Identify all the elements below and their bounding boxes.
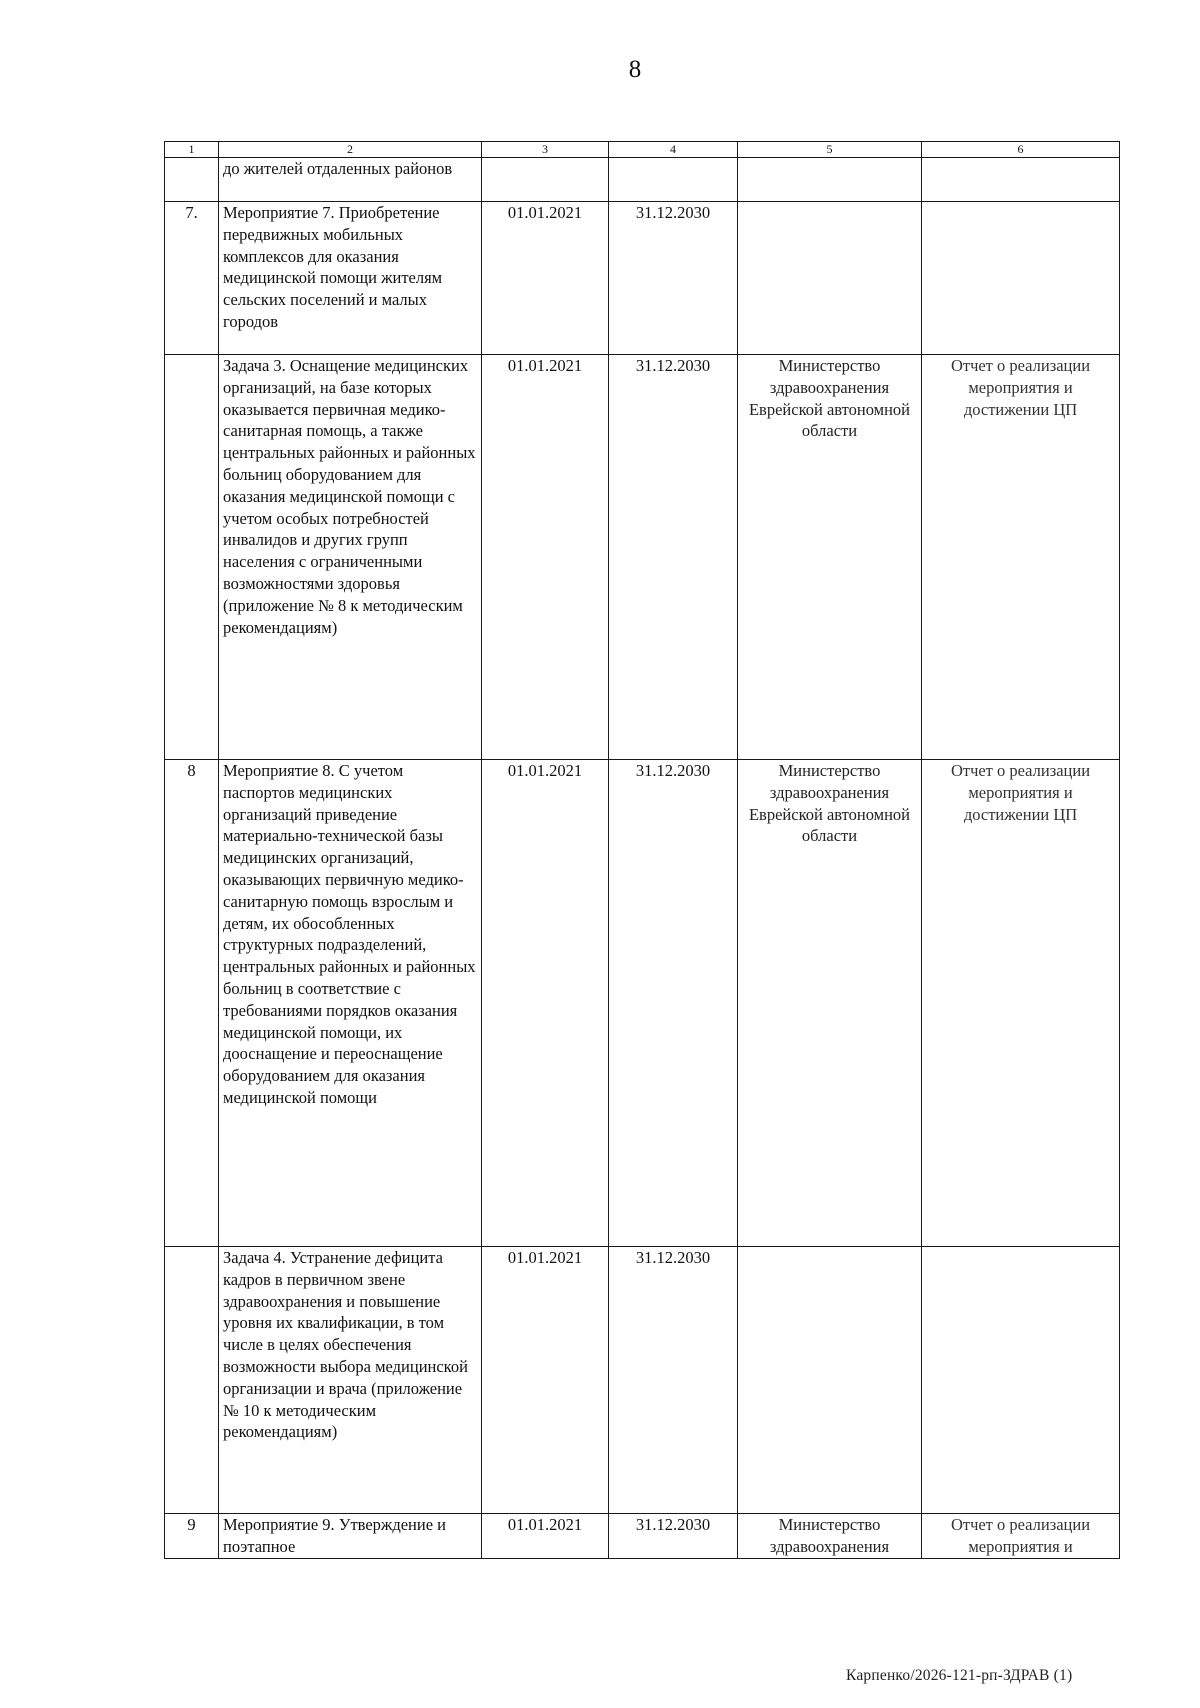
row-start-date: 01.01.2021: [482, 1247, 609, 1514]
row-number: 9: [165, 1514, 219, 1559]
table-row: [165, 202, 1120, 355]
plan-table: [164, 141, 1120, 1559]
row-number: [165, 158, 219, 202]
row-start-date: 01.01.2021: [482, 1514, 609, 1559]
row-description: Задача 4. Устранение дефицита кадров в первичном звене здравоохранения и повышение уровня их квалификации, в том числе в целях обеспечения возможности выбора медицинской организации и врача (приложение № 10 к методическим рекомендациям): [219, 1247, 482, 1514]
row-description: до жителей отдаленных районов: [219, 158, 482, 202]
row-end-date: [609, 158, 738, 202]
row-start-date: [482, 158, 609, 202]
row-description: Задача 3. Оснащение медицинских организаций, на базе которых оказывается первичная медико-санитарная помощь, а также центральных районных и районных больниц оборудованием для оказания медицинской помощи с учетом особых потребностей инвалидов и других групп населения с ограниченными возможностями здоровья (приложение № 8 к методическим рекомендациям): [219, 355, 482, 760]
table-row: [165, 158, 1120, 202]
table-row: [165, 760, 1120, 1247]
row-executor: [738, 1247, 922, 1514]
header-col-2: 2: [219, 142, 482, 158]
row-result: [922, 158, 1120, 202]
row-start-date: 01.01.2021: [482, 760, 609, 1247]
row-description: Мероприятие 9. Утверждение и поэтапное: [219, 1514, 482, 1559]
row-number: 8: [165, 760, 219, 1247]
header-col-6: 6: [922, 142, 1120, 158]
row-start-date: 01.01.2021: [482, 355, 609, 760]
table-row: [165, 1514, 1120, 1559]
header-col-5: 5: [738, 142, 922, 158]
row-executor: [738, 202, 922, 355]
row-executor: [738, 158, 922, 202]
row-end-date: 31.12.2030: [609, 760, 738, 1247]
row-end-date: 31.12.2030: [609, 355, 738, 760]
row-executor: Министерство здравоохранения Еврейской автономной области: [738, 760, 922, 1247]
row-number: 7.: [165, 202, 219, 355]
row-result: Отчет о реализации мероприятия и достижении ЦП: [922, 760, 1120, 1247]
header-row: [165, 142, 1120, 158]
row-executor: Министерство здравоохранения Еврейской автономной области: [738, 355, 922, 760]
row-end-date: 31.12.2030: [609, 1514, 738, 1559]
row-end-date: 31.12.2030: [609, 202, 738, 355]
row-executor: Министерство здравоохранения: [738, 1514, 922, 1559]
row-description: Мероприятие 8. С учетом паспортов медицинских организаций приведение материально-технической базы медицинских организаций, оказывающих первичную медико-санитарную помощь взрослым и детям, их обособленных структурных подразделений, центральных районных и районных больниц в соответствие с требованиями порядков оказания медицинской помощи, их дооснащение и переоснащение оборудованием для оказания медицинской помощи: [219, 760, 482, 1247]
row-result: Отчет о реализации мероприятия и достижении ЦП: [922, 355, 1120, 760]
header-col-3: 3: [482, 142, 609, 158]
row-start-date: 01.01.2021: [482, 202, 609, 355]
header-col-1: 1: [165, 142, 219, 158]
row-result: [922, 1247, 1120, 1514]
row-number: [165, 1247, 219, 1514]
row-number: [165, 355, 219, 760]
row-result: Отчет о реализации мероприятия и: [922, 1514, 1120, 1559]
row-end-date: 31.12.2030: [609, 1247, 738, 1514]
table-row: [165, 1247, 1120, 1514]
document-footer-id: Карпенко/2026-121-рп-ЗДРАВ (1): [846, 1667, 1073, 1684]
page-number: 8: [628, 56, 642, 83]
header-col-4: 4: [609, 142, 738, 158]
table-row: [165, 355, 1120, 760]
row-description: Мероприятие 7. Приобретение передвижных мобильных комплексов для оказания медицинской помощи жителям сельских поселений и малых городов: [219, 202, 482, 355]
row-result: [922, 202, 1120, 355]
